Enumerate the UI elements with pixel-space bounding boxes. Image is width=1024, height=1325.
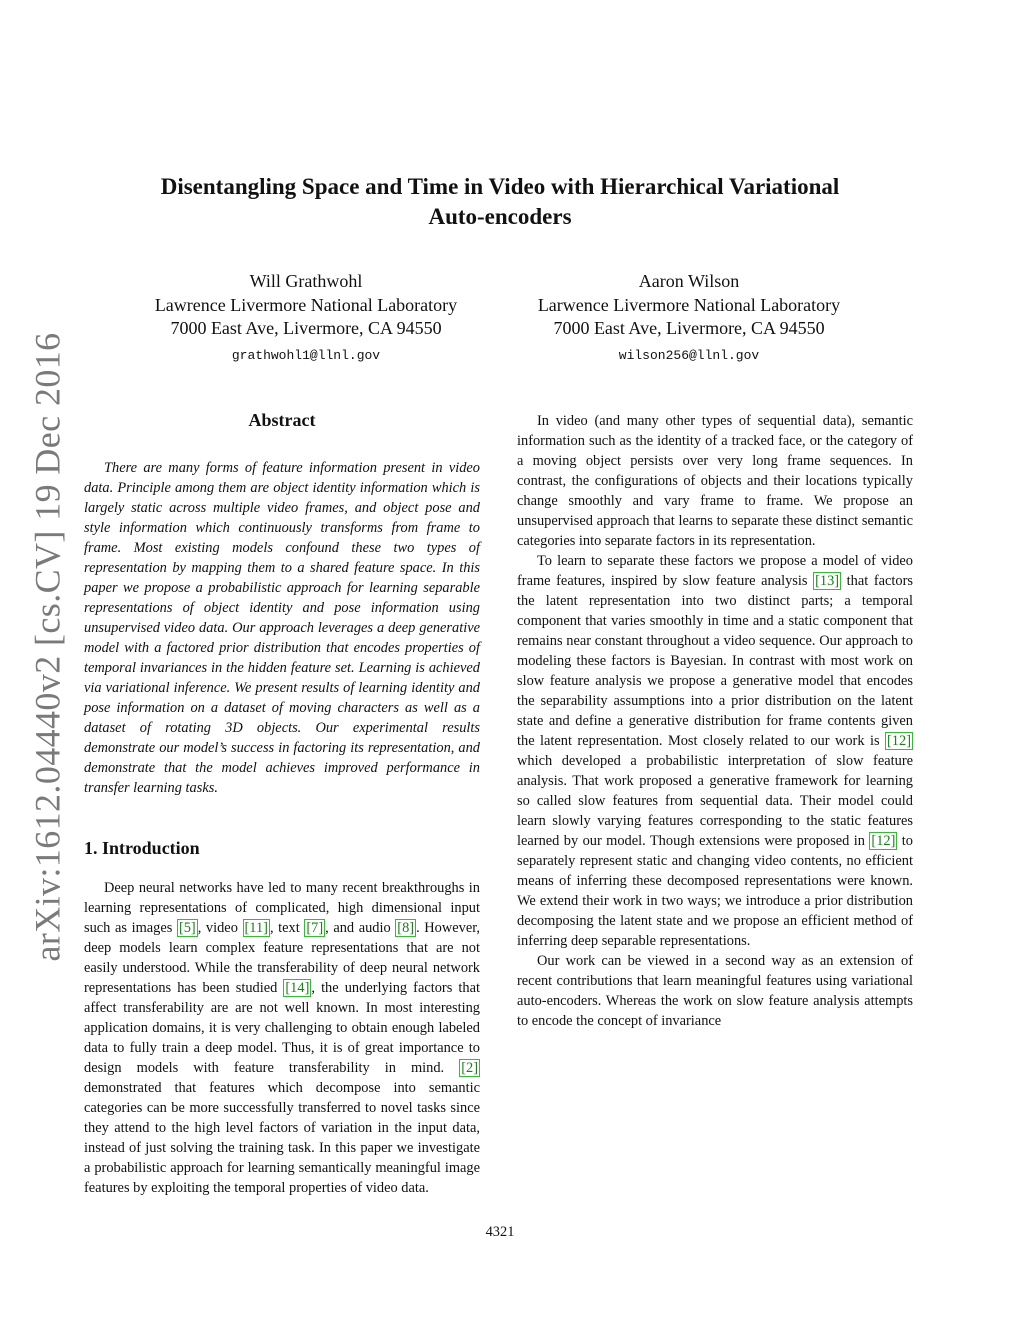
introduction-heading: 1. Introduction xyxy=(84,838,200,858)
citation-link[interactable]: [2] xyxy=(461,1060,478,1076)
text-run: to separately represent static and changing video contents, no efficient means of inferring these decomposed representations were known. We extend their work in two ways; we introduce a prior distribution decomposing the latent state and we propose an efficient method of inferring deep separable representations. xyxy=(517,833,914,949)
citation-link[interactable]: [7] xyxy=(306,920,324,936)
text-run: , and audio xyxy=(325,920,396,936)
citation-link[interactable]: [11] xyxy=(244,920,268,936)
title-line-2: Auto-encoders xyxy=(428,204,572,229)
author-block-1 xyxy=(106,270,506,367)
title-line-1: Disentangling Space and Time in Video with Hierarchical Variational xyxy=(160,174,840,199)
intro-paragraph-4: Our work can be viewed in a second way as an extension of recent contributions that learn meaningful features using variational auto-encoders. Whereas the work on slow feature analysis attempts to encode the concept of invariance xyxy=(517,953,913,1029)
page-number: 4321 xyxy=(485,1224,515,1240)
author-affiliation: Lawrence Livermore National Laboratory xyxy=(154,294,458,315)
citation-link[interactable]: [5] xyxy=(178,920,196,936)
paper-title xyxy=(100,172,900,232)
citation-link[interactable]: [14] xyxy=(285,980,310,996)
text-run: Deep neural networks have led to many recent breakthroughs in learning representations of complicated, high dimensional input such as images xyxy=(84,880,480,936)
text-run: that factors the latent representation into two distinct parts; a temporal component that varies smoothly in time and a static component that remains near constant throughout a video sequence. Our approach to modeling these factors is Bayesian. In contrast with most work on slow feature analysis we propose a generative model that encodes the separability assumptions into a prior distribution on the latent state and define a generative distribution for frame contents given the latent representation. Most closely related to our work is xyxy=(517,573,913,749)
intro-paragraph-1 xyxy=(84,878,480,1198)
citation-link[interactable]: [8] xyxy=(397,920,415,936)
citation-link[interactable]: [12] xyxy=(871,833,896,849)
text-run: demonstrated that features which decompose into semantic categories can be more successfully transferred to novel tasks since they attend to the high level factors of variation in the input data, instead of just solving the training task. In this paper we investigate a probabilistic approach for learning semantically meaningful image features by exploiting the temporal properties of video data. xyxy=(84,1080,480,1196)
arxiv-sidebar-stamp xyxy=(28,332,69,962)
citation-link[interactable]: [12] xyxy=(887,733,911,749)
author-block-2 xyxy=(489,270,889,367)
text-run: , the underlying factors that affect transferability are are not well known. In most interesting application domains, it is very challenging to obtain enough labeled data to fully train a deep model. Thus, it is of great importance to design models with feature transferability in mind. xyxy=(84,980,480,1076)
author-email: wilson256@llnl.gov xyxy=(618,347,760,363)
left-column xyxy=(84,400,480,1198)
abstract-heading: Abstract xyxy=(248,410,316,430)
intro-paragraph-2: In video (and many other types of sequential data), semantic information such as the identity of a tracked face, or the category of a moving object persists over very long frame sequences. In contrast, the configurations of objects and their locations typically change smoothly and vary frame to frame. We propose an unsupervised approach that learns to separate these distinct semantic categories into separate factors in its representation. xyxy=(517,413,913,549)
author-name: Will Grathwohl xyxy=(249,271,363,291)
author-name: Aaron Wilson xyxy=(638,271,740,291)
citation-link[interactable]: [13] xyxy=(815,573,840,589)
text-run: , text xyxy=(269,920,305,936)
author-address: 7000 East Ave, Livermore, CA 94550 xyxy=(553,318,825,338)
text-run: To learn to separate these factors we propose a model of video frame features, inspired by slow feature analysis xyxy=(517,553,913,589)
arxiv-identifier: arXiv:1612.04440v2 [cs.CV] 19 Dec 2016 xyxy=(28,332,69,962)
text-run: . However, deep models learn complex feature representations that are not easily understood. While the transferability of deep neural network representations has been studied xyxy=(84,920,481,996)
author-address: 7000 East Ave, Livermore, CA 94550 xyxy=(170,318,442,338)
author-email: grathwohl1@llnl.gov xyxy=(231,347,381,363)
intro-paragraph-3 xyxy=(517,551,913,951)
abstract-text: There are many forms of feature information present in video data. Principle among them are object identity information which is largely static across multiple video frames, and object pose and style information which continuously transforms from frame to frame. Most existing models confound these two types of representation by mapping them to a shared feature space. In this paper we propose a probabilistic approach for learning separable representations of object identity and pose information using unsupervised video data. Our approach leverages a deep generative model with a factored prior distribution that encodes properties of temporal invariances in the hidden feature set. Learning is achieved via variational inference. We present results of learning identity and pose information on a dataset of moving characters as well as a dataset of rotating 3D objects. Our experimental results demonstrate our model’s success in factoring its representation, and demonstrate that the model achieves improved performance in transfer learning tasks. xyxy=(84,460,480,796)
text-run: which developed a probabilistic interpretation of slow feature analysis. That work proposed a generative framework for learning so called slow features from sequential data. Their model could learn slowly varying features corresponding to the static features learned by our model. Though extensions were proposed in xyxy=(517,753,913,849)
text-run: , video xyxy=(197,920,243,936)
right-column xyxy=(517,411,913,1031)
author-affiliation: Larwence Livermore National Laboratory xyxy=(537,294,841,315)
